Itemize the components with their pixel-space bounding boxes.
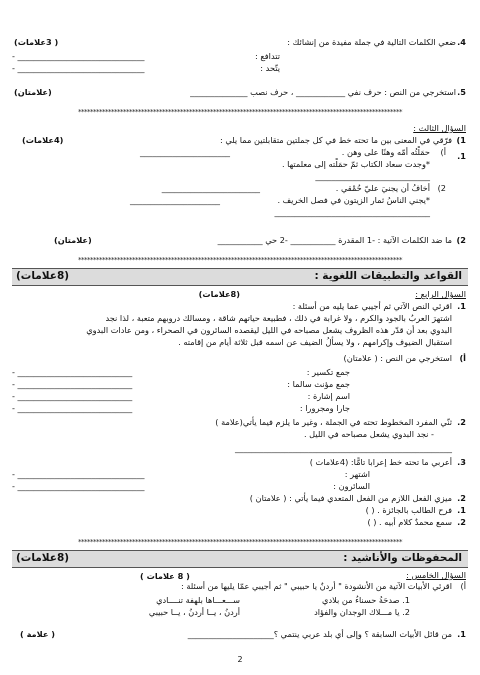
s3-a1-number: 1. <box>457 151 466 161</box>
s4-extract-answer-3[interactable]: ____________________________ - <box>12 391 133 401</box>
s4-extract-answer-4[interactable]: ____________________________ - <box>12 403 133 413</box>
star-separator-1: ************************************************************************************************************ <box>78 108 402 116</box>
s5-prompt: اقرئي الأبيات الآتية من الأنشودة " أردنٌ يا حبيبي " ثم أجيبي عمّا يليها من أسئلة : <box>181 581 452 591</box>
grammar-banner <box>12 268 468 286</box>
grammar-title: القواعد والتطبيقات اللغوية : <box>314 270 462 282</box>
s4-para-2: البدوي بعد أن قدّر هذه الظروف يشعل مصباحه في الليل ليقصده السائرون في الصحراء ، ومن عادات البدوي <box>86 325 452 335</box>
s5-verse-1a: 1. صدحَةُ حسناءُ من بلادي <box>322 595 410 605</box>
s3-q1-marks: (4علامات) <box>22 135 64 145</box>
s4-para-3: استقبال الضيوف وإكرامهم ، ولا يسألُ الضيف عن اسمه قبل ثلاثة أيام من إقامته . <box>178 337 452 347</box>
grammar-marks: (8علامات) <box>16 270 70 282</box>
s4-q4-number: 2. <box>457 493 466 503</box>
s5-marks: ( 8 علامات ) <box>140 571 190 581</box>
s4-extract-2: جمع مؤنث سالما : <box>287 379 350 389</box>
s4-a-prompt: استخرجي من النص : ( علامتان) <box>343 353 452 363</box>
q4-marks: ( 3علامات) <box>14 37 59 47</box>
s4-sentence-2: سمع محمدٌ كلام أبيه . ( ) <box>367 517 452 527</box>
s3-b2-answer[interactable]: ______________________ <box>129 195 220 205</box>
poems-banner <box>12 550 468 568</box>
s4-q1-prompt: اقرئي النص الآتي ثم أجيبي عما يليه من أسئلة : <box>292 301 452 311</box>
s5-a-number: أ) <box>460 581 466 591</box>
s3-a2-answer[interactable]: ____________________________ <box>315 171 430 181</box>
s4-q2-answer[interactable]: _____________________________________________________ <box>235 443 452 453</box>
s4-marks: (8علامات) <box>198 289 240 299</box>
s4-extract-3: اسم إشارة : <box>307 391 350 401</box>
q4-answer-line-1[interactable]: _______________________________ - <box>12 51 145 61</box>
q4-prompt: ضعي الكلمات التالية في جملة مفيدة من إنشائك : <box>287 37 456 47</box>
s4-extract-answer-1[interactable]: ____________________________ - <box>12 367 133 377</box>
s3-b-answer-extra[interactable]: ______________________________________ <box>274 207 430 217</box>
s4-parse-answer-2[interactable]: _______________________________ - <box>12 481 145 491</box>
q4-item-2: يتّحد : <box>260 63 280 73</box>
s4-q2-number: 2. <box>457 417 466 427</box>
s3-b1-answer[interactable]: ________________________ <box>161 183 260 193</box>
s3-a2-sentence: *وجدت سعاد الكتاب ثمّ حمَلْته إلى معلمتها . <box>281 159 430 169</box>
s4-sentence-1: فرح الطالب بالجائزة . ( ) <box>365 505 452 515</box>
s3-b1-sentence: أخافُ أن يجنيَ عليّ حُمْقي . <box>335 183 430 193</box>
s4-q2-prompt: ثنّي المفرد المخطوط تحته في الجملة ، وغير ما يلزم فيما يأتي(علامة ) <box>215 417 452 427</box>
q4-item-1: تتدافع : <box>255 51 280 61</box>
s4-parse-1: اشتهر : <box>344 469 370 479</box>
s3-b2-sentence: *يجني الناسُ ثمار الزيتون في فصل الخريف . <box>277 195 430 205</box>
s4-extract-4: جارا ومجرورا : <box>299 403 350 413</box>
s4-para-1: اشتهرَ العربُ بالجود والكرم ، ولا غرابة في ذلك ، فطبيعة حياتهم شاقة ، ومسالك دروبهم متعبة ، لذا نجد <box>105 313 452 323</box>
s3-q1-prompt: فرّقي في المعنى بين ما تحته خط في كل جملتين متقابلتين مما يلي : <box>220 135 452 145</box>
q5-number: 5. <box>457 87 466 97</box>
s3-a-number: أ) <box>440 147 446 157</box>
star-separator-3: ************************************************************************************************************ <box>78 538 402 546</box>
poems-title: المحفوظات والأناشيد : <box>343 552 462 564</box>
s5-q1-marks: ( علامة ) <box>20 629 56 639</box>
s4-q3-prompt: أعربي ما تحته خط إعرابا تامًّا: (4علامات ) <box>309 457 452 467</box>
q5-marks: (علامتان) <box>14 87 52 97</box>
page-number: 2 <box>237 655 243 665</box>
s4-q1-number: 1. <box>457 301 466 311</box>
s4-extract-1: جمع تكسير : <box>306 367 350 377</box>
s4-a-number: أ) <box>459 353 466 363</box>
s4-title: السؤال الرابع : <box>415 289 466 299</box>
s5-verse-2b: أردنُ ، يــا أردنُ ، يــا حبيبي <box>148 607 240 617</box>
q4-number: 4. <box>457 37 466 47</box>
s3-a1-sentence: حمَلْتُه أمّه وهنًا على وهن . <box>341 147 430 157</box>
s3-a1-answer[interactable]: ______________________ <box>139 147 230 157</box>
poems-marks: (8علامات) <box>16 552 70 564</box>
s4-q3-number: 3. <box>457 457 466 467</box>
s3-q2-number: 2) <box>456 235 466 245</box>
s3-b-number: 2) <box>437 183 446 193</box>
s4-parse-answer-1[interactable]: _______________________________ - <box>12 469 145 479</box>
s3-q1-number: 1) <box>456 135 466 145</box>
s4-s1-number: 1. <box>457 505 466 515</box>
s3-title: السؤال الثالث : <box>413 123 466 133</box>
s5-q1: من قائل الأبيات السابقة ؟ وإلى أي بلد عربي ينتمي ؟_____________________ <box>187 629 452 639</box>
s4-q2-sentence: - نجد البدوي يشعل مصباحه في الليل . <box>303 429 434 439</box>
s5-verse-2a: 2. يا مـــلاك الوجدان والفؤاد <box>314 607 410 617</box>
s4-s2-number: 2. <box>457 517 466 527</box>
s4-q4-prompt: ميزي الفعل اللازم من الفعل المتعدي فيما يأتي : ( علامتان ) <box>249 493 452 503</box>
s5-q1-number: 1. <box>457 629 466 639</box>
s5-title: السؤال الخامس : <box>406 570 466 580</box>
star-separator-2: ************************************************************************************************************ <box>78 256 402 264</box>
s4-parse-2: السائرون : <box>333 481 370 491</box>
q5-prompt: استخرجي من النص : حرف نفي ____________ ، حرف نصب ______________ <box>190 87 456 97</box>
q4-answer-line-2[interactable]: _______________________________ - <box>12 63 145 73</box>
s4-extract-answer-2[interactable]: ____________________________ - <box>12 379 133 389</box>
s5-verse-1b: ســـعـــاها بلهفة تنــــادي <box>156 595 240 605</box>
s3-q2-marks: (علامتان) <box>54 235 92 245</box>
s3-q2-prompt: ما ضد الكلمات الآتية : -1 المقدرة ___________ -2 حي ___________ <box>217 235 452 245</box>
